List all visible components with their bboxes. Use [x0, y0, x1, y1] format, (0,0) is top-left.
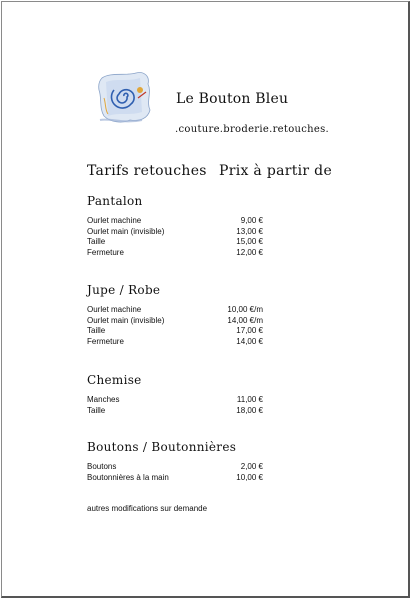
service-name: Taille: [87, 237, 106, 246]
price-row: [87, 227, 287, 238]
section-chemise: [87, 371, 287, 416]
price-row: [87, 316, 287, 327]
service-name: Manches: [87, 395, 120, 404]
service-price: 9,00 €: [240, 216, 263, 225]
service-name: Fermeture: [87, 247, 124, 257]
price-row: [87, 326, 287, 337]
section-title: Jupe / Robe: [87, 283, 161, 297]
service-price: 15,00 €: [236, 237, 263, 246]
service-price: 10,00 €: [236, 472, 263, 482]
footer-note: autres modifications sur demande: [87, 504, 208, 513]
brand-tagline: .couture.broderie.retouches.: [175, 124, 330, 135]
service-name: Taille: [87, 326, 106, 335]
service-price: 11,00 €: [236, 395, 263, 404]
service-name: Ourlet machine: [87, 305, 142, 314]
brand-logo-image: [96, 68, 156, 128]
table-header-price: Prix à partir de: [219, 163, 333, 179]
price-row: [87, 406, 287, 417]
price-row: [87, 305, 287, 316]
price-row: [87, 473, 287, 484]
section-jupe-robe: [87, 281, 287, 347]
price-row: [87, 395, 287, 406]
service-price: 12,00 €: [236, 247, 263, 257]
service-price: 14,00 €: [236, 336, 263, 346]
service-price: 10,00 €/m: [227, 305, 263, 314]
price-row: [87, 237, 287, 248]
section-pantalon: [87, 192, 287, 258]
service-name: Boutons: [87, 462, 117, 471]
table-header-service: Tarifs retouches: [87, 163, 207, 179]
service-name: Taille: [87, 405, 106, 415]
service-name: Ourlet machine: [87, 216, 142, 225]
price-row: [87, 216, 287, 227]
section-boutons: [87, 438, 287, 483]
service-name: Ourlet main (invisible): [87, 226, 165, 236]
section-title: Chemise: [87, 373, 142, 387]
service-price: 14,00 €/m: [227, 315, 263, 325]
price-row: [87, 462, 287, 473]
service-name: Fermeture: [87, 336, 124, 346]
document-page: [1, 1, 410, 598]
service-price: 17,00 €: [236, 326, 263, 335]
service-price: 13,00 €: [236, 226, 263, 236]
service-name: Ourlet main (invisible): [87, 315, 165, 325]
service-price: 18,00 €: [236, 405, 263, 415]
service-name: Boutonnières à la main: [87, 472, 169, 482]
brand-name: Le Bouton Bleu: [176, 91, 289, 107]
section-title: Pantalon: [87, 194, 143, 208]
section-title: Boutons / Boutonnières: [87, 440, 237, 454]
price-row: [87, 248, 287, 259]
service-price: 2,00 €: [240, 462, 263, 471]
price-row: [87, 337, 287, 348]
